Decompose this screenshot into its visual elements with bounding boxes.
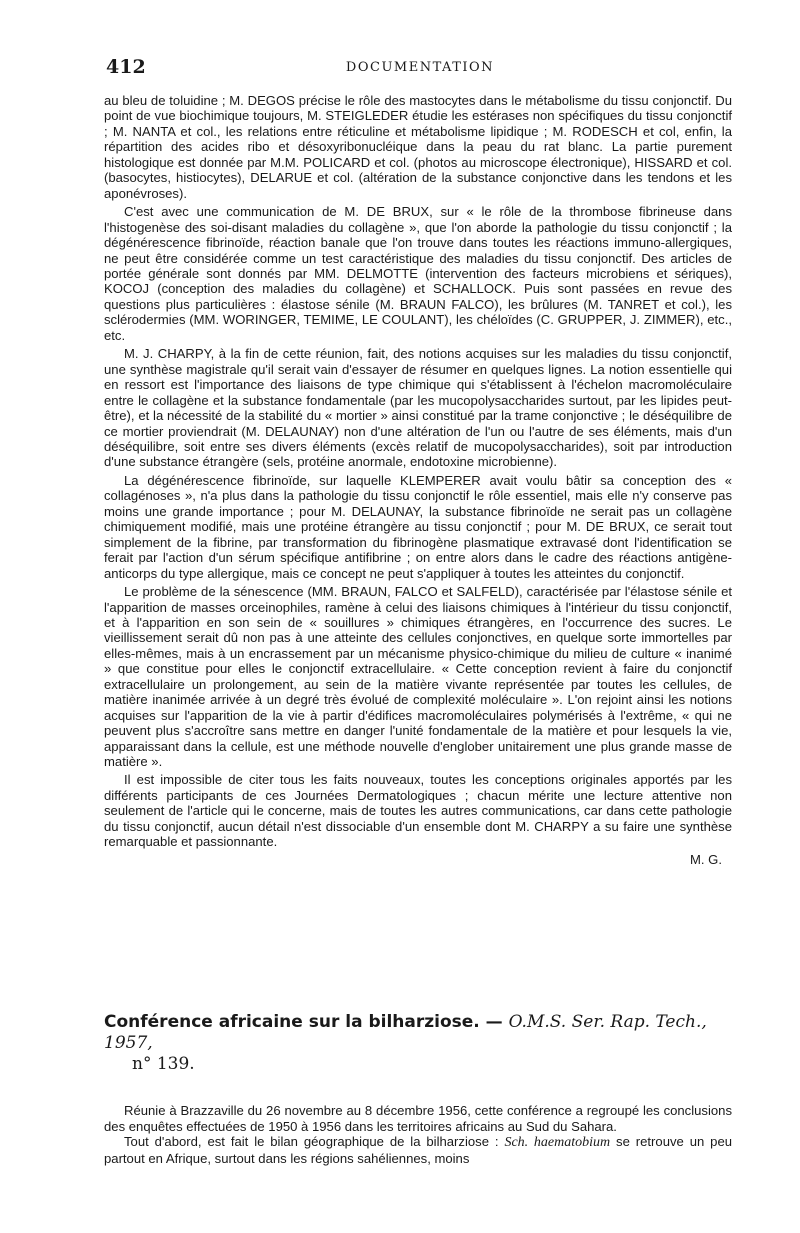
section-paragraph-2-end: se retrouve un peu partout en Afrique, surtout dans les régions sahéliennes, moins <box>104 1134 733 1166</box>
paragraph-2: C'est avec une communication de M. DE BRUX, sur « le rôle de la thrombose fibrineuse dans l'histogenèse des soi-disant maladies du collagène », que l'on aborde la pathologie du tissu conjonctif ; la dégénérescence fibrinoïde, réaction banale que l'on trouve dans toutes les réactions immuno-allergiques, ne peut être considérée comme un test caractéristique des maladies du tissu conjonctif. Des articles de portée générale sont donnés par MM. DELMOTTE (intervention des facteurs microbiens et sériques), KOCOJ (conception des maladies du collagène) et SCHALLOCK. Puis sont passées en revue des questions plus particulières : élastose sénile (M. BRAUN FALCO), les brûlures (M. TANRET et col.), les sclérodermies (MM. WORINGER, TEMIME, LE COULANT), les chéloïdes (C. GRUPPER, J. ZIMMER), etc., etc. <box>104 204 732 343</box>
running-head: DOCUMENTATION <box>345 60 495 75</box>
page-number: 412 <box>106 56 146 78</box>
paragraph-4: La dégénérescence fibrinoïde, sur laquelle KLEMPERER avait voulu bâtir sa conception des « collagénoses », n'a plus dans la pathologie du tissu conjonctif le rôle essentiel, mais elle n'y conserve pas moins une grande importance ; pour M. DELAUNAY, la substance fibrinoïde ne serait pas un collagène chimiquement modifié, mais une protéine étrangère au tissu conjonctif ; pour M. DE BRUX, ce serait tout simplement de la fibrine, par transformation du fibrinogène plasmatique extravasé dont l'identification se ferait par l'action d'un sérum spécifique antifibrine ; on entre alors dans le cadre des réactions antigène-anticorps du type allergique, mais ce concept ne peut s'appliquer à toutes les atteintes du conjonctif. <box>104 472 732 581</box>
section-body <box>104 1103 732 1166</box>
page-header <box>100 56 740 80</box>
species-name: Sch. haematobium <box>504 1135 611 1151</box>
section-heading <box>104 1012 732 1075</box>
section-paragraph-2 <box>104 1134 732 1166</box>
article-body <box>104 93 732 867</box>
paragraph-1: au bleu de toluidine ; M. DEGOS précise le rôle des mastocytes dans le métabolisme du tissu conjonctif. Du point de vue biochimique toujours, M. STEIGLEDER étudie les estérases non spécifiques du tissu conjonctif ; M. NANTA et col., les relations entre réticuline et métabolisme lipidique ; M. RODESCH et col, enfin, la répartition des acides ribo et désoxyribonucléique dans la peau du rat blanc. La partie purement histologique est donnée par M.M. POLICARD et col. (photos au microscope électronique), HISSARD et col. (basocytes, histiocytes), DELARUE et col. (altération de la substance conjonctive dans les tendons et les aponévroses). <box>104 93 732 201</box>
section-source: O.M.S. Ser. Rap. Tech., 1957, <box>104 1012 707 1053</box>
section-paragraph-1: Réunie à Brazzaville du 26 novembre au 8 décembre 1956, cette conférence a regroupé les conclusions des enquêtes effectuées de 1950 à 1956 dans les territoires africains au Sud du Sahara. <box>104 1103 732 1134</box>
author-signature: M. G. <box>689 851 722 867</box>
paragraph-6: Il est impossible de citer tous les faits nouveaux, toutes les conceptions originales apportés par les différents participants de ces Journées Dermatologiques ; chacun mérite une lecture attentive non seulement de l'article qui le concerne, mais de toutes les autres communications, car dans cette pathologie du tissu conjonctif, aucun détail n'est dissociable d'un ensemble dont M. CHARPY a su faire une synthèse remarquable et passionnante. <box>104 772 732 850</box>
section-title: Conférence africaine sur la bilharziose. — <box>104 1012 503 1032</box>
paragraph-3: M. J. CHARPY, à la fin de cette réunion, fait, des notions acquises sur les maladies du tissu conjonctif, une synthèse magistrale qu'il serait vain d'essayer de résumer en quelques lignes. La notion essentielle qui en ressort est l'importance des liaisons de type chimique qui s'établissent à l'échelon macromoléculaire entre le collagène et la substance fondamentale (par les mucopolysaccharides surtout, par les lipides peut-être), et la nécessité de la stabilité du « mortier » ainsi constitué par la trame conjonctive ; le déséquilibre de ce mortier proviendrait (M. DELAUNAY) non d'une altération de l'un ou l'autre de ses éléments, mais d'un déséquilibre, soit entre ses divers éléments (excès relatif de mucopolysaccharides), soit par introduction d'une substance étrangère (sels, protéine anormale, endotoxine microbienne). <box>104 346 732 470</box>
review-section <box>104 1012 732 1166</box>
section-number: n° 139. <box>132 1054 195 1074</box>
paragraph-5: Le problème de la sénescence (MM. BRAUN, FALCO et SALFELD), caractérisée par l'élastose sénile et l'apparition de masses orceinophiles, ramène à celui des liaisons chimiques à l'intérieur du tissu conjonctif, et à l'apparition en son sein de « souillures » chimiques étrangères, en l'occurrence des sucres. Le vieillissement serait dû non pas à une atteinte des cellules conjonctives, en quelque sorte immortelles par elles-mêmes, mais à un encrassement par un mécanisme physico-chimique du milieu de culture « inanimé » que constitue pour elles le conjonctif extracellulaire. « Cette conception revient à faire du conjonctif extracellulaire un prolongement, au sein de la matière vivante représentée par toutes les cellules, de matière inanimée arrivée à un degré très évolué de complexité moléculaire ». L'on rejoint ainsi les notions acquises sur l'apparition de la vie à partir d'édifices macromoléculaires polymérisés à l'extrême, « qui ne peuvent plus s'accroître sans mettre en danger l'unité fondamentale de la matière et pour lesquels la vie, apparaissant dans la cellule, est une méthode nouvelle d'englober unitairement une plus grande masse de matière ». <box>104 584 732 770</box>
section-paragraph-2-start: Tout d'abord, est fait le bilan géographique de la bilharziose : <box>124 1134 499 1150</box>
